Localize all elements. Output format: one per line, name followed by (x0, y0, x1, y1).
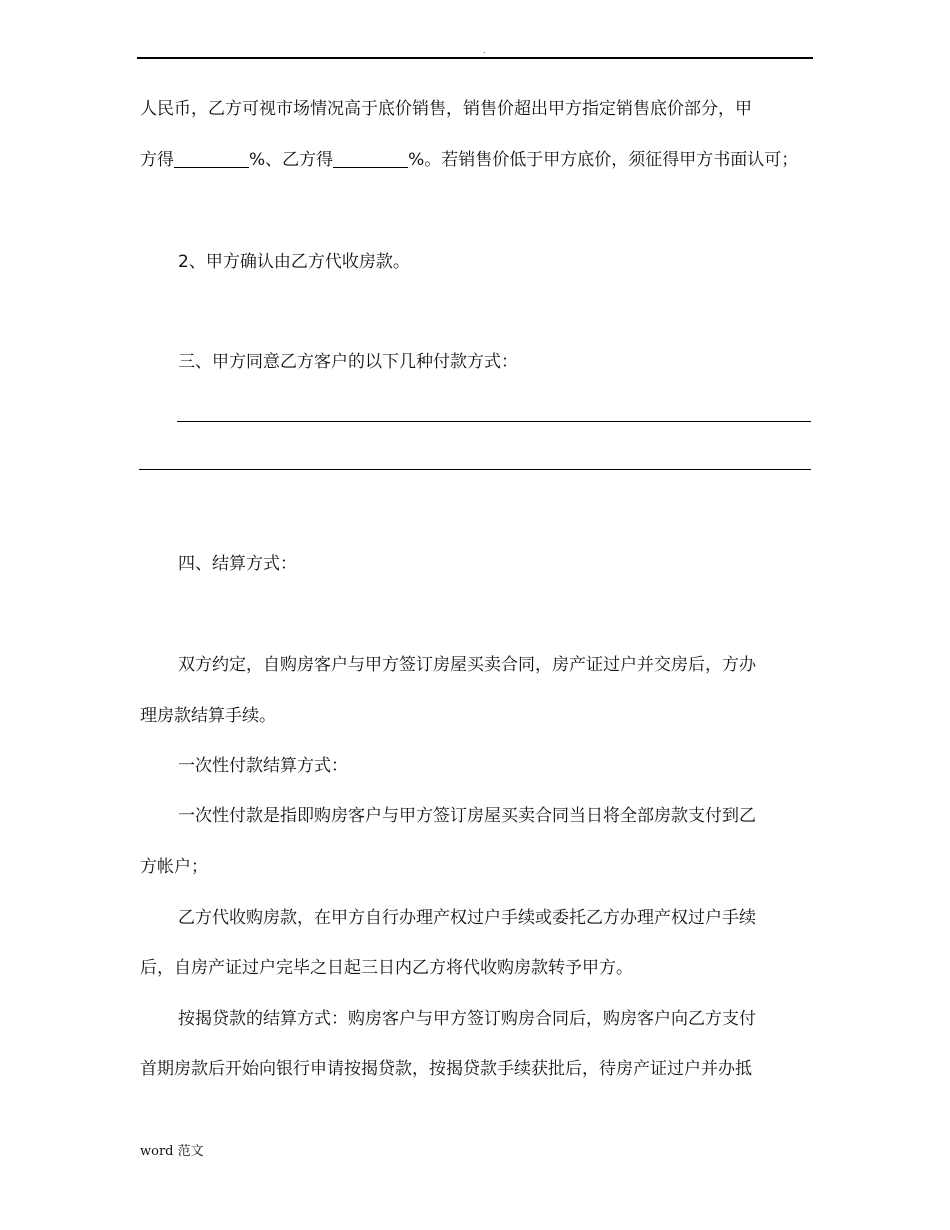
para-2: 一次性付款结算方式： (178, 756, 348, 776)
line2-text-c: %。若销售价低于甲方底价，须征得甲方书面认可； (408, 150, 799, 170)
para-3-line-2: 方帐户； (140, 857, 208, 877)
section-4-title: 四、结算方式： (178, 554, 297, 574)
body-line-1: 人民币，乙方可视市场情况高于底价销售，销售价超出甲方指定销售底价部分，甲 (140, 99, 752, 119)
blank-party-b-percent (333, 149, 408, 168)
item-2: 2、甲方确认由乙方代收房款。 (178, 252, 410, 272)
para-4-line-2: 后，自房产证过户完毕之日起三日内乙方将代收购房款转予甲方。 (140, 958, 633, 978)
header-mark: . (483, 46, 486, 55)
footer-label: word 范文 (140, 1144, 204, 1159)
payment-method-blank-1 (177, 421, 811, 422)
section-3-title: 三、甲方同意乙方客户的以下几种付款方式： (178, 352, 518, 372)
blank-party-a-percent (174, 149, 249, 168)
para-5-line-1: 按揭贷款的结算方式：购房客户与甲方签订购房合同后，购房客户向乙方支付 (178, 1009, 756, 1029)
para-3-line-1: 一次性付款是指即购房客户与甲方签订房屋买卖合同当日将全部房款支付到乙 (178, 806, 756, 826)
body-line-2 (140, 148, 798, 172)
para-5-line-2: 首期房款后开始向银行申请按揭贷款，按揭贷款手续获批后，待房产证过户并办抵 (140, 1059, 752, 1079)
line2-text-b: %、乙方得 (249, 150, 334, 170)
line2-text-a: 方得 (140, 150, 174, 170)
para-4-line-1: 乙方代收购房款，在甲方自行办理产权过户手续或委托乙方办理产权过户手续 (178, 908, 756, 928)
header-rule (137, 57, 813, 59)
para-1-line-1: 双方约定，自购房客户与甲方签订房屋买卖合同，房产证过户并交房后，方办 (178, 655, 756, 675)
para-1-line-2: 理房款结算手续。 (140, 706, 276, 726)
payment-method-blank-2 (139, 469, 811, 470)
